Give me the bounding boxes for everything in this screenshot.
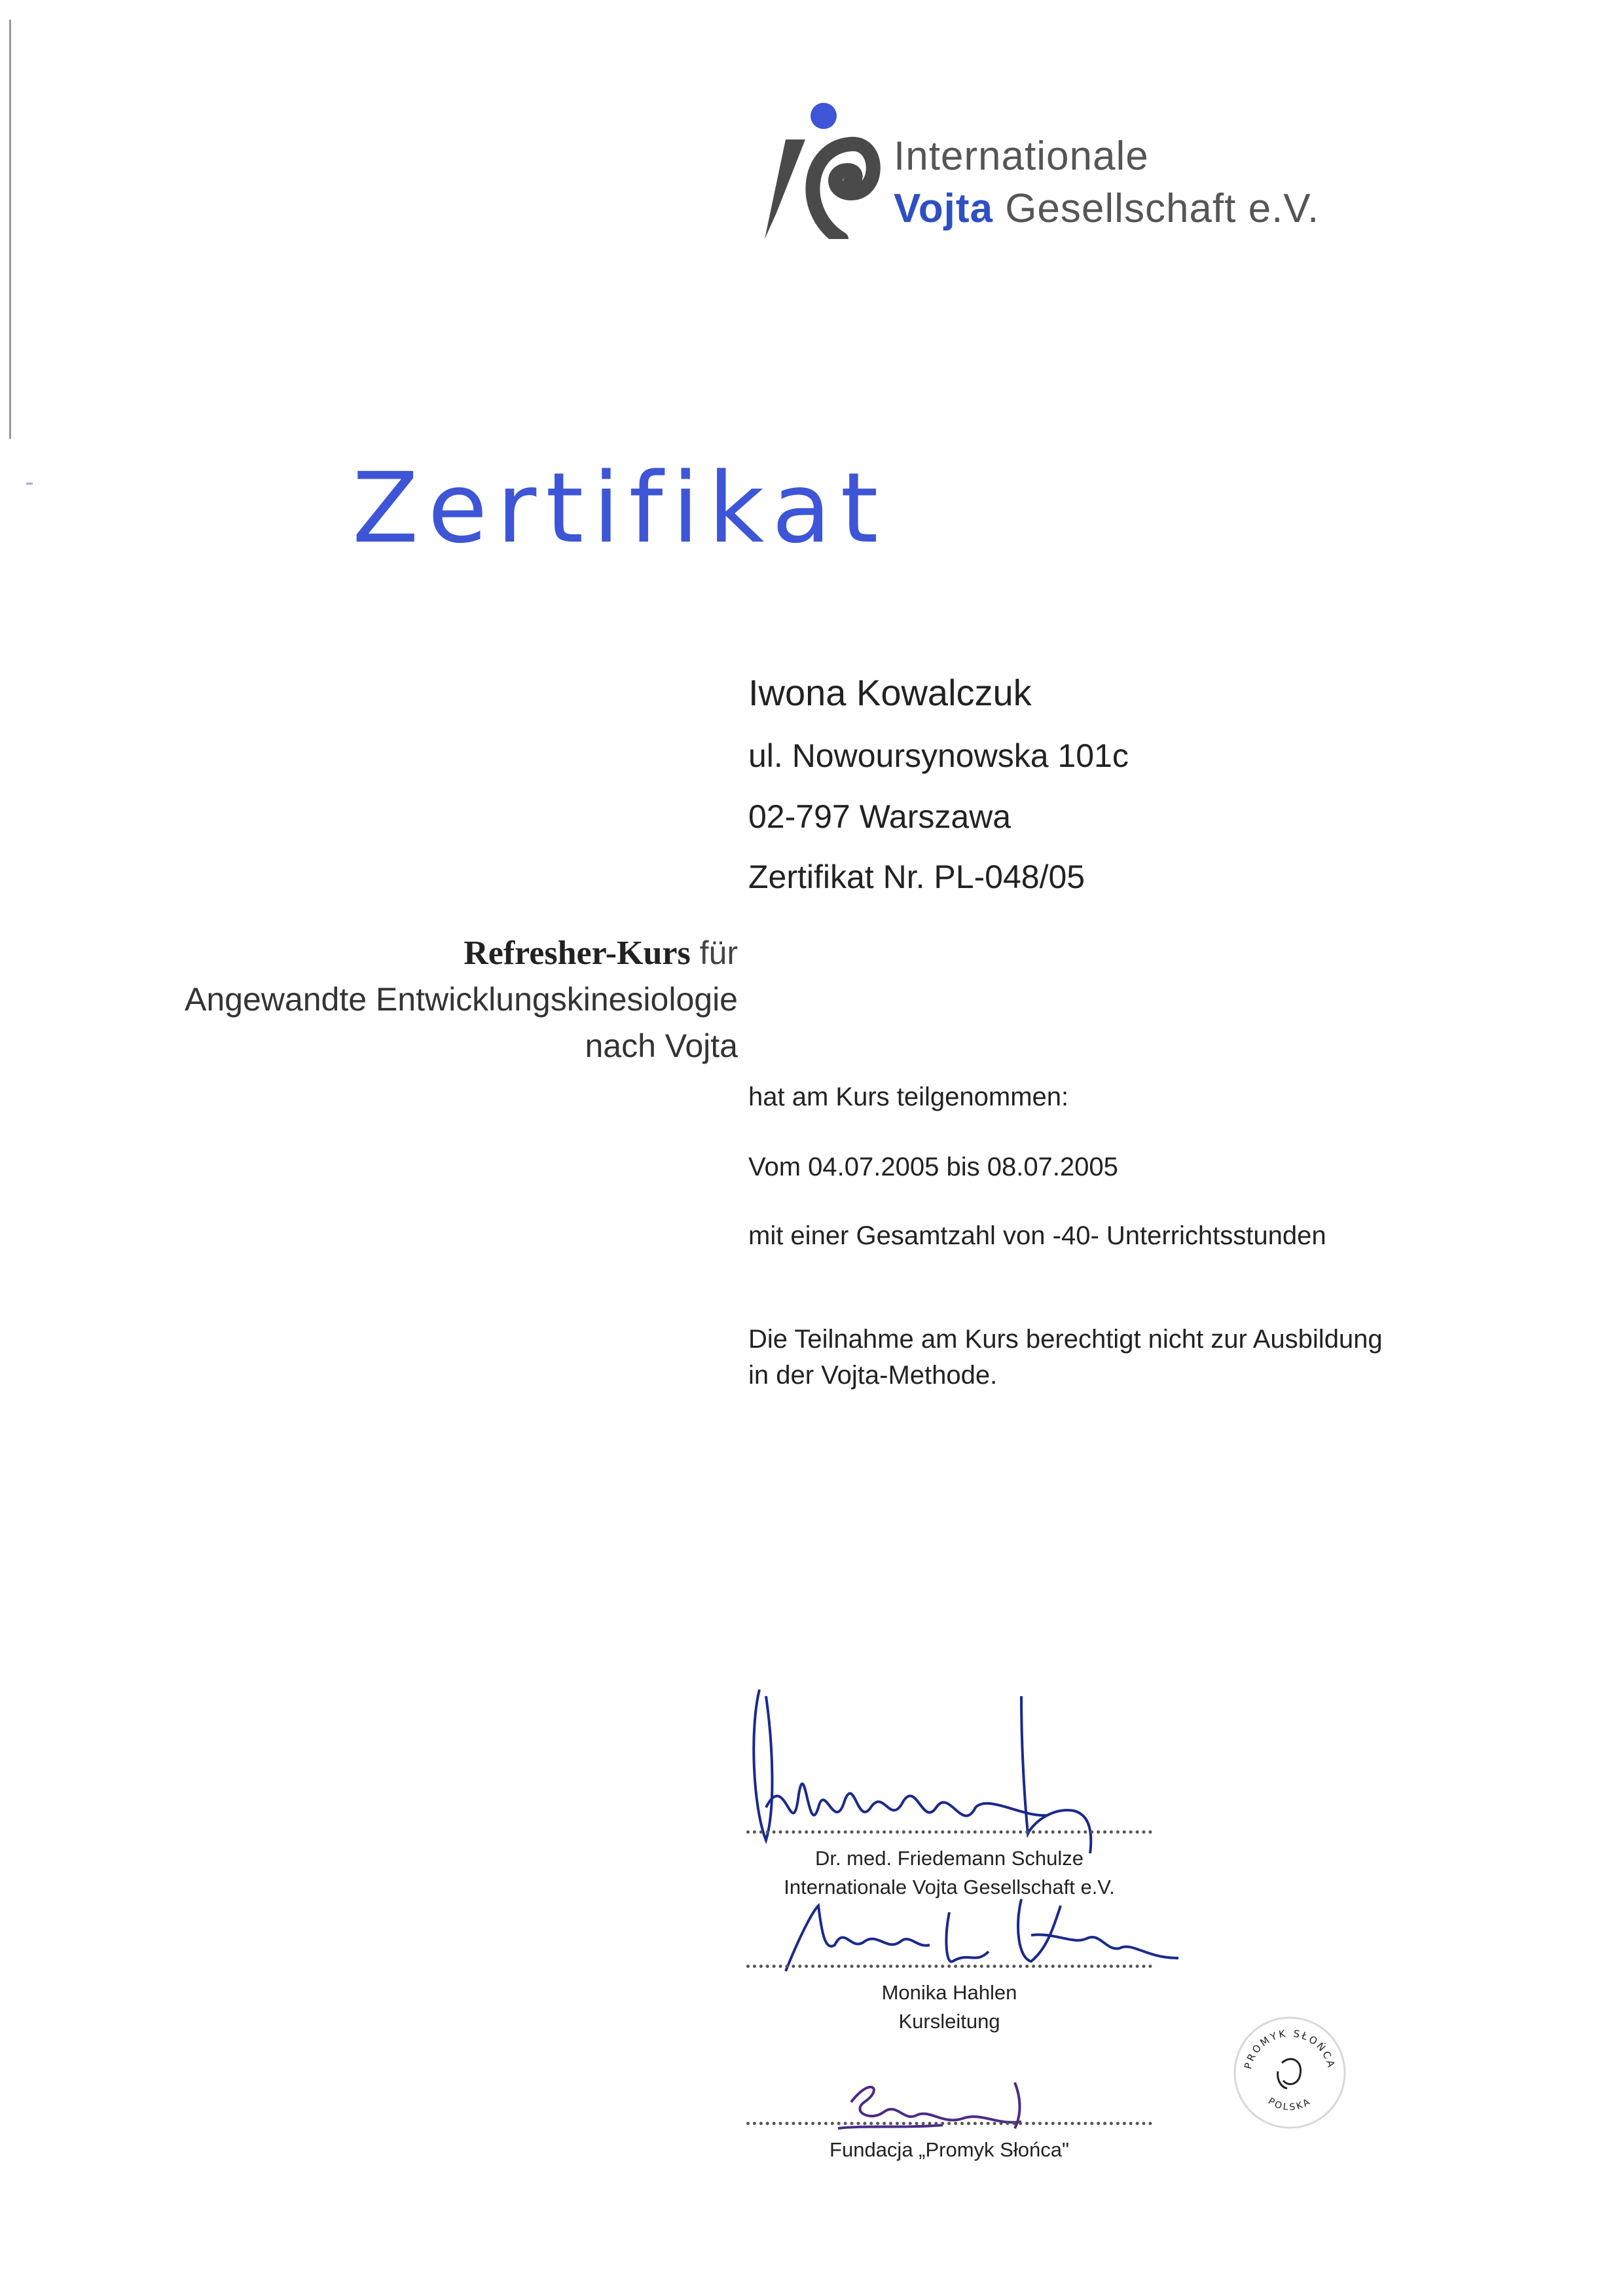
recipient-street: ul. Nowoursynowska 101c xyxy=(748,737,1129,774)
svg-text:PROMYK SŁOŃCA xyxy=(1242,2028,1338,2070)
signer-role: Kursleitung xyxy=(898,2010,1000,2033)
course-note xyxy=(748,1322,1383,1394)
logo-vojta-word: Vojta xyxy=(894,186,993,231)
certificate-title: Zertifikat xyxy=(352,452,888,565)
vojta-logo-icon xyxy=(759,102,884,239)
logo-text-line1: Internationale xyxy=(894,134,1149,179)
promyk-slonca-stamp xyxy=(1231,2014,1349,2132)
svg-text:POLSKA xyxy=(1266,2096,1313,2113)
certificate-number: Zertifikat Nr. PL-048/05 xyxy=(748,859,1085,895)
stamp-emblem-icon xyxy=(1278,2059,1301,2088)
course-hours: mit einer Gesamtzahl von -40- Unterrichtsstunden xyxy=(748,1221,1326,1250)
signer-name: Monika Hahlen xyxy=(881,1981,1017,2004)
signature-block-fundacja xyxy=(746,2122,1152,2164)
logo-text-rest: Gesellschaft e.V. xyxy=(993,186,1320,231)
signer-role: Internationale Vojta Gesellschaft e.V. xyxy=(784,1876,1115,1898)
signer-name: Fundacja „Promyk Słońca" xyxy=(830,2138,1069,2161)
participation-text: hat am Kurs teilgenommen: xyxy=(748,1083,1069,1111)
course-line1 xyxy=(185,930,738,976)
course-for: für xyxy=(690,935,738,971)
signature-line xyxy=(746,1965,1152,1968)
organization-logo xyxy=(759,102,1349,239)
recipient-name: Iwona Kowalczuk xyxy=(748,672,1032,713)
stamp-bottom-text: POLSKA xyxy=(1266,2096,1314,2113)
signature-line xyxy=(746,1830,1152,1834)
scan-edge xyxy=(9,20,11,439)
signer-name: Dr. med. Friedemann Schulze xyxy=(814,1847,1084,1870)
recipient-city: 02-797 Warszawa xyxy=(748,798,1012,835)
logo-text-line2 xyxy=(894,185,1319,232)
course-note-line1: Die Teilnahme am Kurs berechtigt nicht zur Ausbildung xyxy=(748,1325,1383,1354)
course-title xyxy=(185,930,738,1069)
signature-block-hahlen xyxy=(746,1965,1152,2036)
stamp-top-text: PROMYK SŁOŃCA xyxy=(1241,2027,1338,2071)
scan-artifact xyxy=(26,483,33,485)
signature-line xyxy=(746,2122,1152,2125)
course-line2: Angewandte Entwicklungskinesiologie xyxy=(185,981,738,1018)
course-line3: nach Vojta xyxy=(585,1028,738,1064)
course-note-line2: in der Vojta-Methode. xyxy=(748,1361,998,1390)
course-name: Refresher-Kurs xyxy=(464,935,691,972)
course-period: Vom 04.07.2005 bis 08.07.2005 xyxy=(748,1153,1118,1181)
